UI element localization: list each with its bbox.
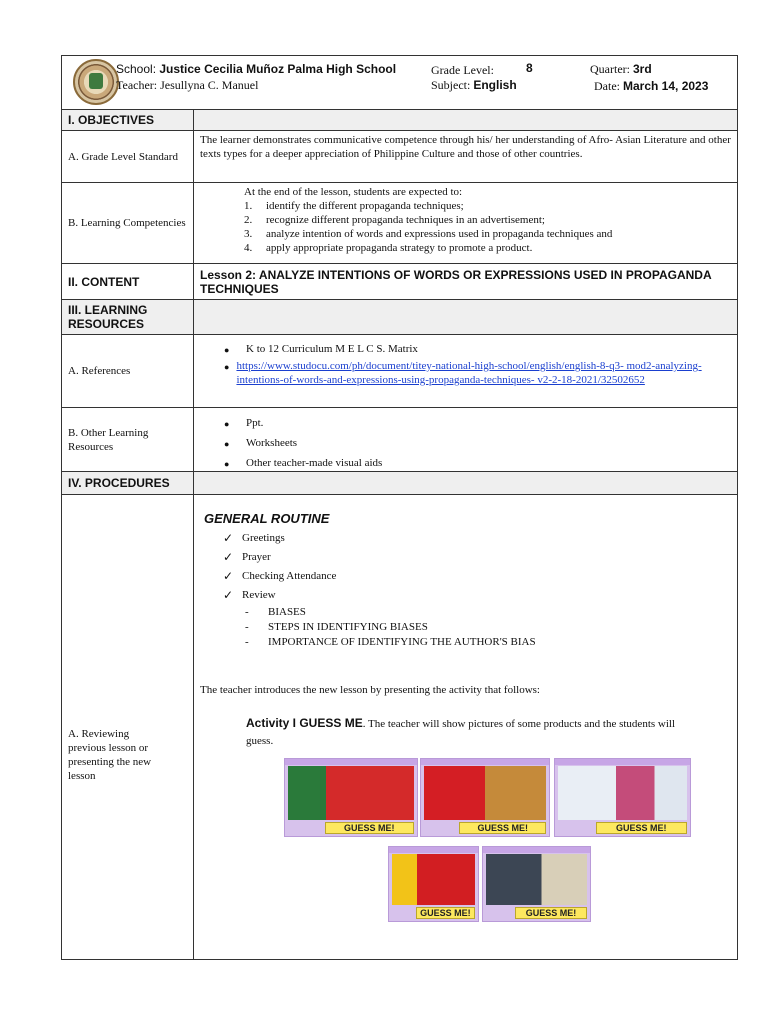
competencies-list [244,199,731,255]
check-icon: ✓ [223,531,234,545]
quarter-line [590,62,652,77]
list-item: ✓ Prayer [223,548,336,567]
date-label: Date: [594,79,620,93]
activity-title: Activity I GUESS ME [246,716,363,730]
bullet-icon: ● [224,439,230,449]
guess-picture-5 [482,846,591,922]
school-seal-icon [73,59,119,105]
competency-item: 1. identify the different propaganda techniques; [244,200,464,212]
activity-paragraph [246,715,676,750]
guess-picture-4 [388,846,479,922]
other-resources-label: B. Other Learning Resources [62,408,194,471]
review-items-list [245,605,536,650]
bullet-icon: ● [224,362,230,372]
competencies-intro: At the end of the lesson, students are expected to: [244,186,463,198]
competencies-cell [194,183,737,263]
lesson-plan-document [61,55,738,960]
teacher-line [116,78,258,93]
guess-me-banner: GUESS ME! [515,907,587,919]
competency-item: 3. analyze intention of words and expressions used in propaganda techniques and [244,228,613,240]
date-line [594,79,708,94]
list-item: ● Other teacher-made visual aids [224,454,731,474]
resources-heading-row [62,300,737,335]
grade-standard-text: The learner demonstrates communicative competence through his/ her understanding of Afro- Asian Literature and other texts types for a deeper appreciation of Philippine Culture and those of other countries. [200,134,731,160]
list-item: ✓ Checking Attendance [223,567,336,586]
check-icon: ✓ [223,550,234,564]
competency-item: 4. apply appropriate propaganda strategy to promote a product. [244,242,533,254]
bullet-icon: ● [224,345,230,355]
grade-standard-label: A. Grade Level Standard [62,131,194,182]
grade-level-value: 8 [526,61,533,75]
routine-title: GENERAL ROUTINE [204,511,330,526]
reviewing-label: A. Reviewing previous lesson or presenting the new lesson [68,728,152,782]
list-item: - STEPS IN IDENTIFYING BIASES [245,621,428,633]
competencies-row [62,183,737,264]
guess-picture-3 [554,758,691,837]
references-list [224,342,731,387]
grade-level-label: Grade Level: [431,63,494,77]
list-item [224,359,731,387]
school-line [116,62,396,76]
other-resources-row [62,408,737,472]
list-item: ● Ppt. [224,414,731,434]
references-row [62,335,737,408]
content-row [62,264,737,300]
guess-picture-2 [420,758,550,837]
check-icon: ✓ [223,569,234,583]
list-item: ● Worksheets [224,434,731,454]
list-item: ✓ Greetings [223,529,336,548]
list-item: ● K to 12 Curriculum M E L C S. Matrix [224,343,418,355]
list-item: - BIASES [245,606,306,618]
subject-label: Subject: [431,78,471,92]
other-resources-list [224,414,731,474]
subject-line [431,78,517,93]
document-header [62,56,737,110]
quarter-value: 3rd [632,62,652,76]
lesson-intro-text: The teacher introduces the new lesson by presenting the activity that follows: [200,684,540,696]
reviewing-row [62,495,737,959]
reviewing-cell [194,495,737,959]
objectives-heading-row [62,110,737,131]
competency-item: 2. recognize different propaganda techniques in an advertisement; [244,214,545,226]
procedures-heading: IV. PROCEDURES [62,472,194,494]
grade-standard-row [62,131,737,183]
list-item: ✓ Review [223,586,336,605]
competencies-label: B. Learning Competencies [62,183,194,263]
references-label: A. References [62,335,194,407]
bullet-icon: ● [224,419,230,429]
activity-text: . The teacher will show pictures of some products and the students will guess. [246,718,676,747]
bullet-icon: ● [224,459,230,469]
guess-me-banner: GUESS ME! [596,822,688,834]
quarter-label: Quarter: [590,62,630,76]
list-item: - IMPORTANCE OF IDENTIFYING THE AUTHOR'S BIAS [245,636,536,648]
teacher-label: Teacher: [116,78,158,92]
content-heading: II. CONTENT [62,264,194,299]
objectives-heading: I. OBJECTIVES [62,110,194,130]
school-label: School: [116,62,157,76]
guess-me-banner: GUESS ME! [325,822,414,834]
guess-picture-1 [284,758,418,837]
reference-link[interactable]: https://www.studocu.com/ph/document/titey-national-high-school/english/english-8-q3- mod2-analyzing-intentions-of-words-and-expressions-using-propaganda-techniques- v2-2-18-2021/32502652 [236,360,702,386]
guess-me-banner: GUESS ME! [416,907,475,919]
teacher-name: Jesullyna C. Manuel [160,78,259,92]
routine-list [223,529,336,605]
subject-value: English [473,78,517,92]
procedures-heading-row [62,472,737,495]
date-value: March 14, 2023 [623,79,709,93]
resources-heading: III. LEARNING RESOURCES [62,300,194,334]
lesson-title: Lesson 2: ANALYZE INTENTIONS OF WORDS OR EXPRESSIONS USED IN PROPAGANDA TECHNIQUES [200,267,712,296]
guess-me-banner: GUESS ME! [459,822,546,834]
check-icon: ✓ [223,588,234,602]
school-name: Justice Cecilia Muñoz Palma High School [159,62,397,76]
